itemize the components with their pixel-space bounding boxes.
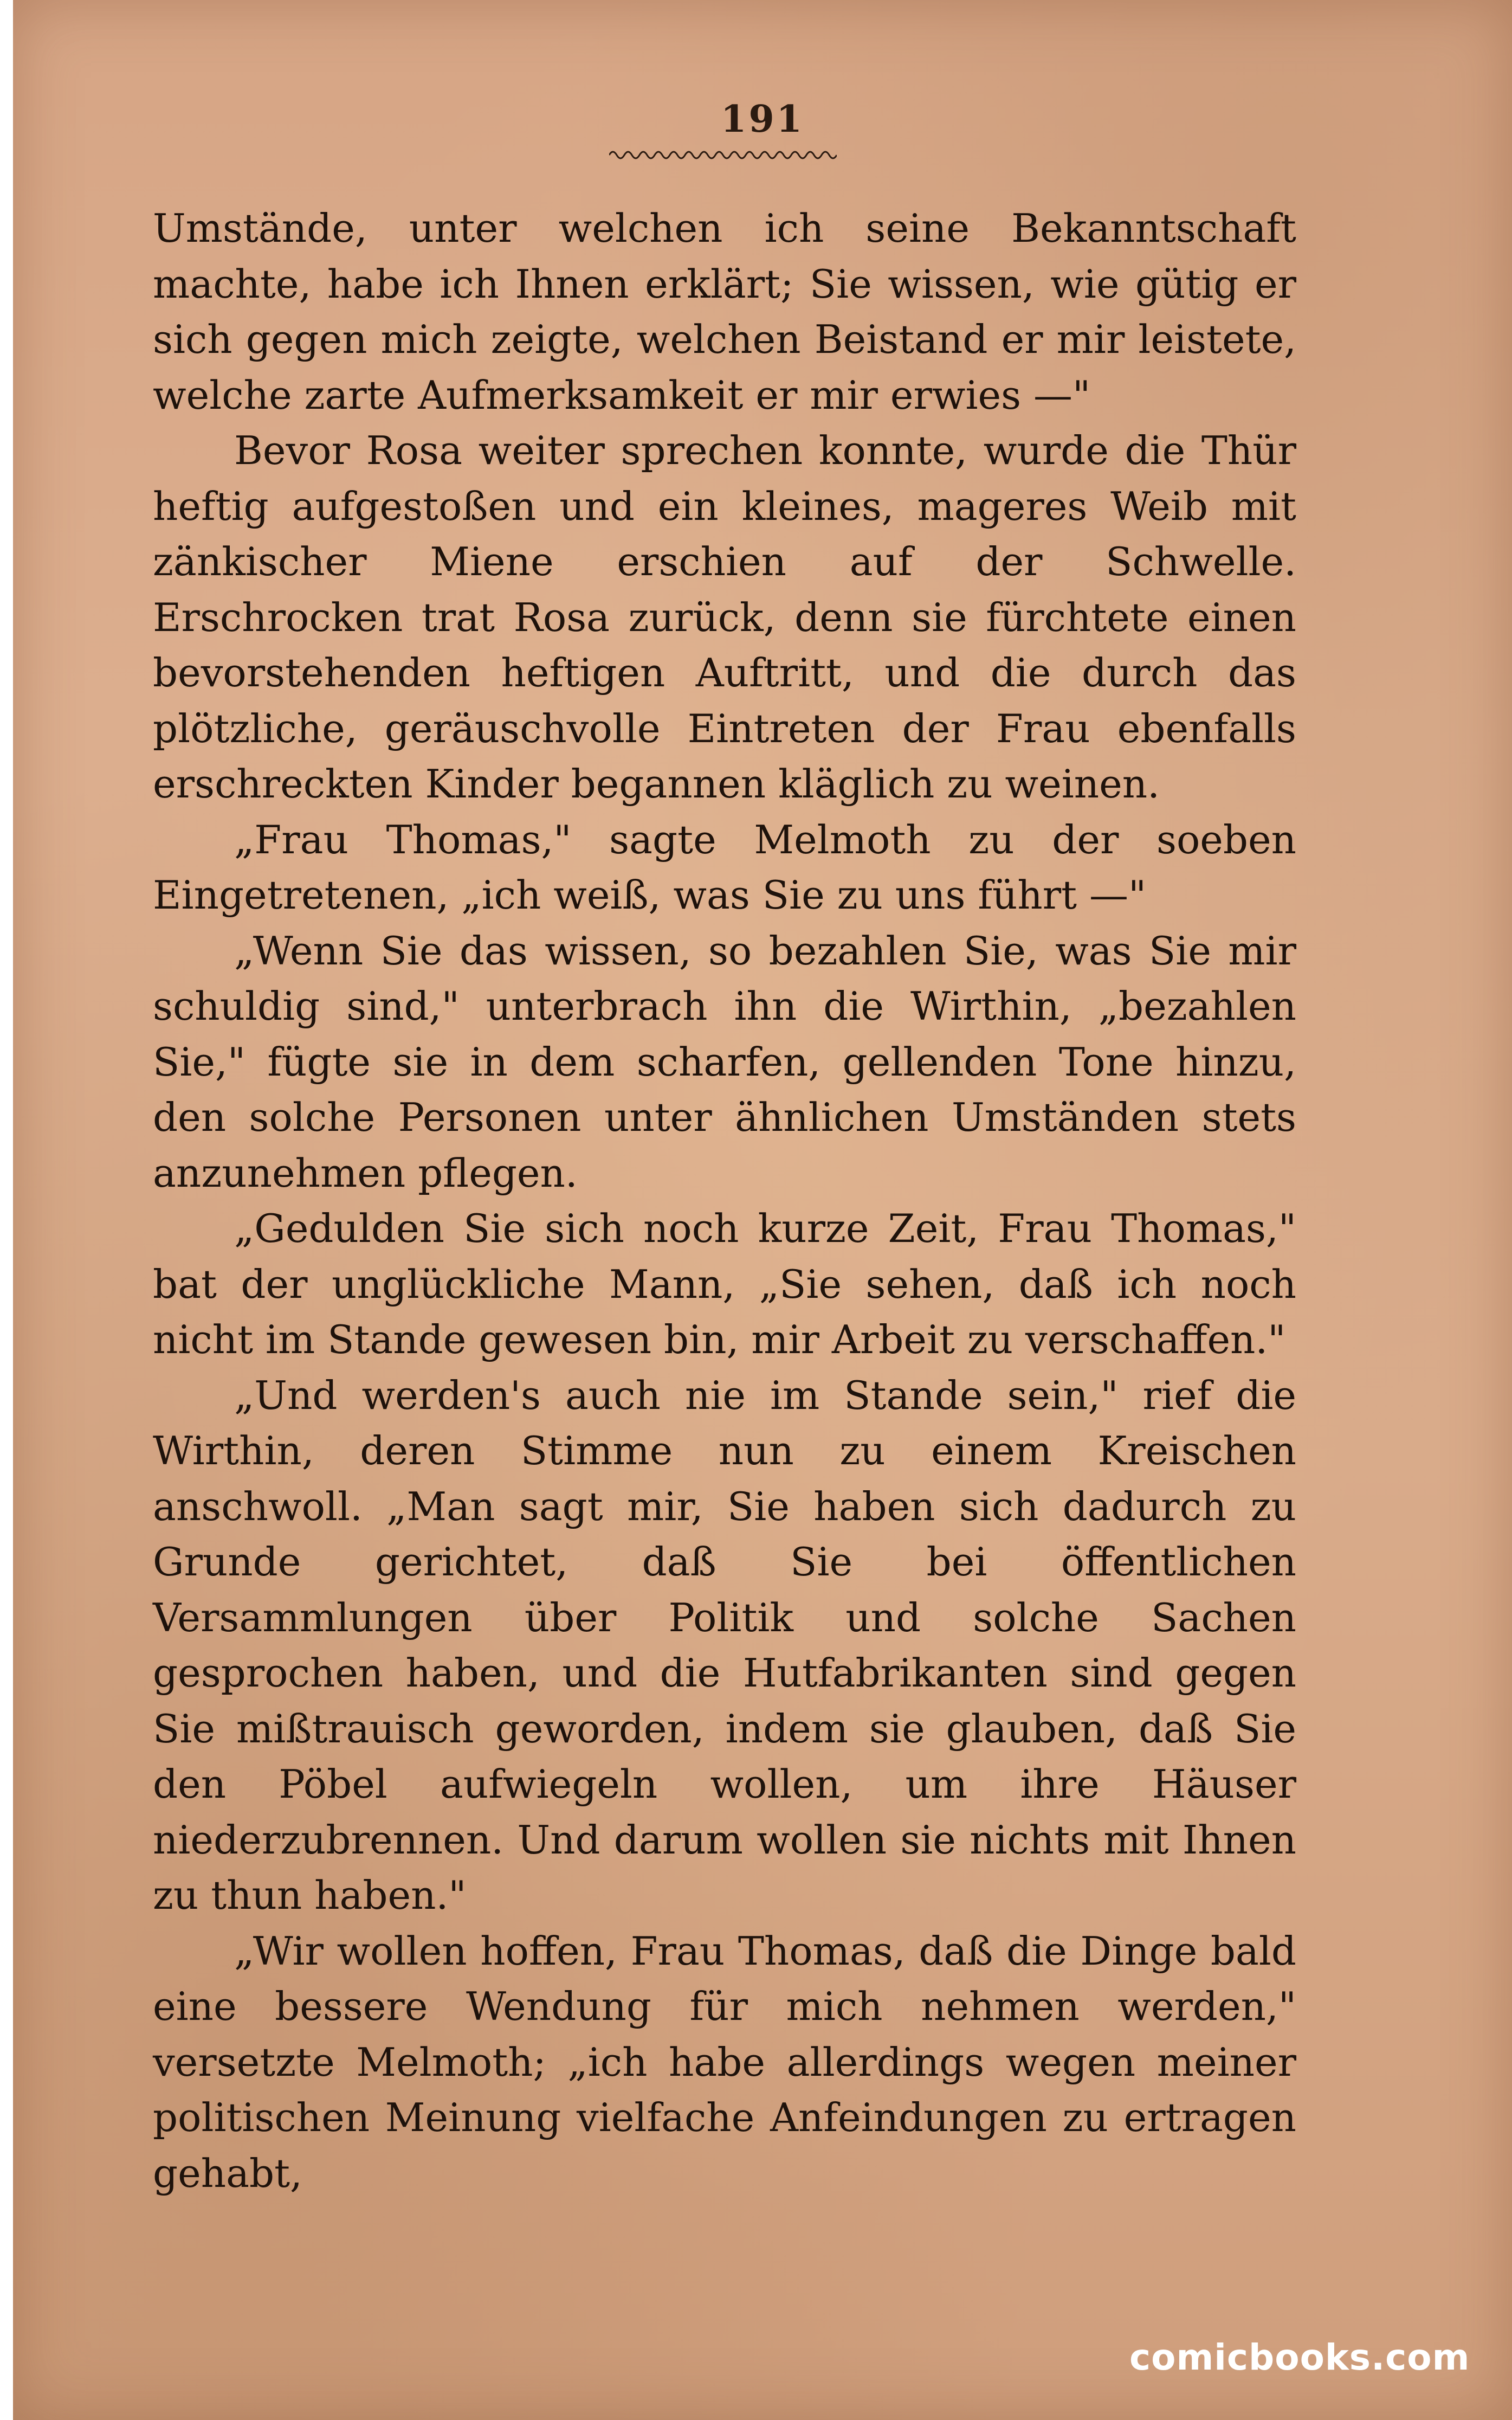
page-number: 191: [721, 98, 804, 141]
ornament-divider-icon: [609, 147, 837, 163]
book-page: [13, 0, 1512, 2420]
paragraph-3: „Frau Thomas," sagte Melmoth zu der soeben Eingetretenen, „ich weiß, was Sie zu uns führt —": [153, 816, 1296, 918]
watermark: comicbooks.com: [1129, 2337, 1470, 2378]
scan-margin: [0, 0, 13, 2420]
paragraph-7: „Wir wollen hoffen, Frau Thomas, daß die Dinge bald eine bessere Wendung für mich nehmen werden," versetzte Melmoth; „ich habe allerdings wegen meiner politischen Meinung vielfache Anfeindungen zu ertragen gehabt,: [153, 1928, 1296, 2196]
body-text: [153, 201, 1296, 2201]
paragraph-2: Bevor Rosa weiter sprechen konnte, wurde die Thür heftig aufgestoßen und ein kleines, mageres Weib mit zänkischer Miene erschien auf der Schwelle. Erschrocken trat Rosa zurück, denn sie fürchtete einen bevorstehenden heftigen Auftritt, und die durch das plötzliche, geräuschvolle Eintreten der Frau ebenfalls erschreckten Kinder begannen kläglich zu weinen.: [153, 428, 1296, 807]
paragraph-1: Umstände, unter welchen ich seine Bekanntschaft machte, habe ich Ihnen erklärt; Sie wissen, wie gütig er sich gegen mich zeigte, welchen Beistand er mir leistete, welche zarte Aufmerksamkeit er mir erwies —": [153, 205, 1296, 418]
paragraph-4: „Wenn Sie das wissen, so bezahlen Sie, was Sie mir schuldig sind," unterbrach ihn die Wirthin, „bezahlen Sie," fügte sie in dem scharfen, gellenden Tone hinzu, den solche Personen unter ähnlichen Umständen stets anzunehmen pflegen.: [153, 928, 1296, 1196]
paragraph-5: „Gedulden Sie sich noch kurze Zeit, Frau Thomas," bat der unglückliche Mann, „Sie sehen, daß ich noch nicht im Stande gewesen bin, mir Arbeit zu verschaffen.": [153, 1206, 1296, 1362]
paragraph-6: „Und werden's auch nie im Stande sein," rief die Wirthin, deren Stimme nun zu einem Kreischen anschwoll. „Man sagt mir, Sie haben sich dadurch zu Grunde gerichtet, daß Sie bei öffentlichen Versammlungen über Politik und solche Sachen gesprochen haben, und die Hutfabrikanten sind gegen Sie mißtrauisch geworden, indem sie glauben, daß Sie den Pöbel aufwiegeln wollen, um ihre Häuser niederzubrennen. Und darum wollen sie nichts mit Ihnen zu thun haben.": [153, 1372, 1296, 1918]
